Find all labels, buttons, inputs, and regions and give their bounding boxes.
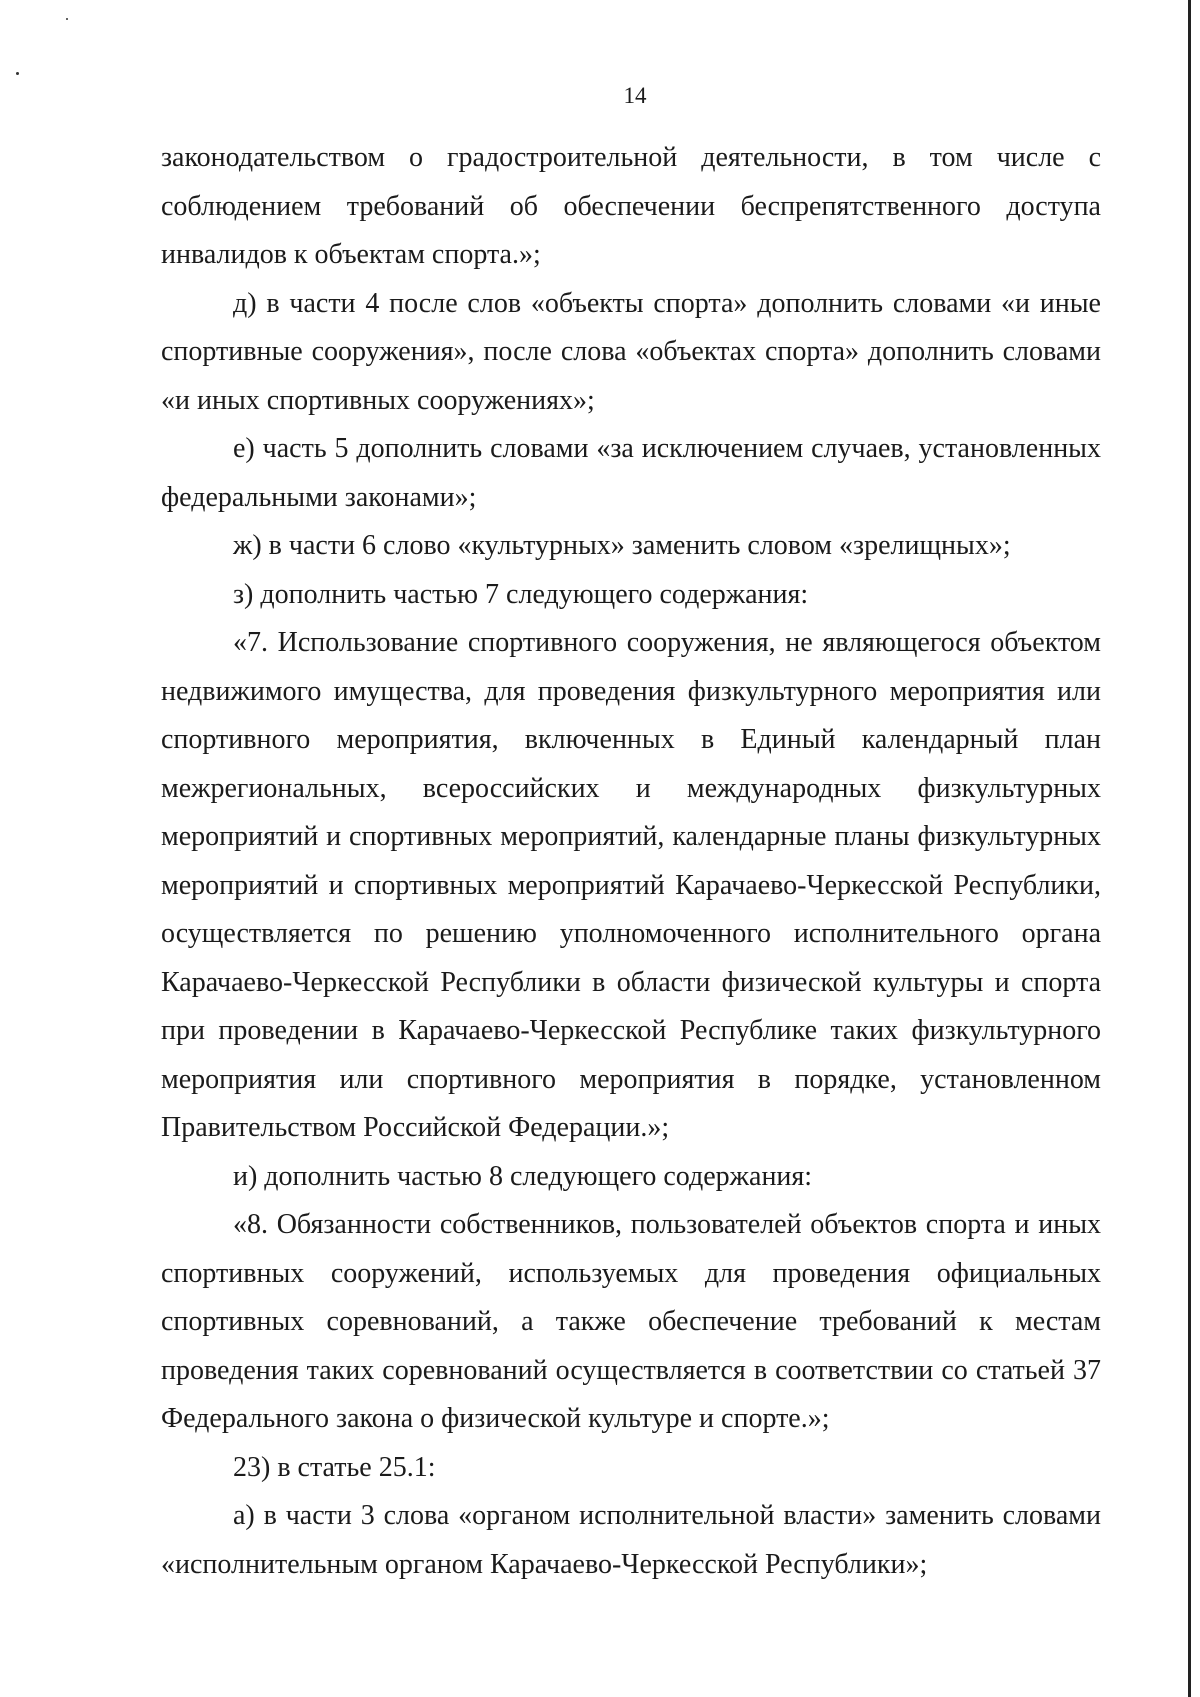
paragraph-item-e: е) часть 5 дополнить словами «за исключением случаев, установленных федеральными законами»; — [161, 433, 1101, 513]
paragraph-item-d: д) в части 4 после слов «объекты спорта» дополнить словами «и иные спортивные сооружения», после слова «объектах спорта» дополнить словами «и иных спортивных сооружениях»; — [161, 287, 1101, 416]
paragraph-item-zh: ж) в части 6 слово «культурных» заменить словом «зрелищных»; — [233, 530, 1011, 561]
scan-speck — [16, 72, 19, 75]
scan-edge-line — [1188, 0, 1191, 1697]
scan-speck — [66, 18, 68, 20]
paragraph-part-7: «7. Использование спортивного сооружения, не являющегося объектом недвижимого имущества, для проведения физкультурного мероприятия или спортивного мероприятия, включенных в Единый календарный план межрегиональных, всероссийских и международных физкультурных мероприятий и спортивных мероприятий, календарные планы физкультурных мероприятий и спортивных мероприятий Карачаево-Черкесской Республики, осуществляется по решению уполномоченного исполнительного органа Карачаево-Черкесской Республики в области физической культуры и спорта при проведении в Карачаево-Черкесской Республике таких физкультурного мероприятия или спортивного мероприятия в порядке, установленном Правительством Российской Федерации.»; — [161, 627, 1101, 1143]
paragraph-continuation: законодательством о градостроительной деятельности, в том числе с соблюдением требований об обеспечении беспрепятственного доступа инвалидов к объектам спорта.»; — [161, 142, 1101, 270]
paragraph-item-a: а) в части 3 слова «органом исполнительной власти» заменить словами «исполнительным органом Карачаево-Черкесской Республики»; — [161, 1500, 1101, 1580]
paragraph-item-i: и) дополнить частью 8 следующего содержания: — [233, 1160, 813, 1192]
paragraph-item-23: 23) в статье 25.1: — [233, 1451, 436, 1483]
paragraph-item-z: з) дополнить частью 7 следующего содержания: — [233, 578, 809, 610]
page-number: 14 — [623, 83, 647, 108]
paragraph-part-8: «8. Обязанности собственников, пользователей объектов спорта и иных спортивных сооружений, используемых для проведения официальных спортивных соревнований, а также обеспечение требований к местам проведения таких соревнований осуществляется в соответствии со статьей 37 Федерального закона о физической культуре и спорте.»; — [161, 1209, 1101, 1434]
document-body — [161, 134, 1101, 1589]
